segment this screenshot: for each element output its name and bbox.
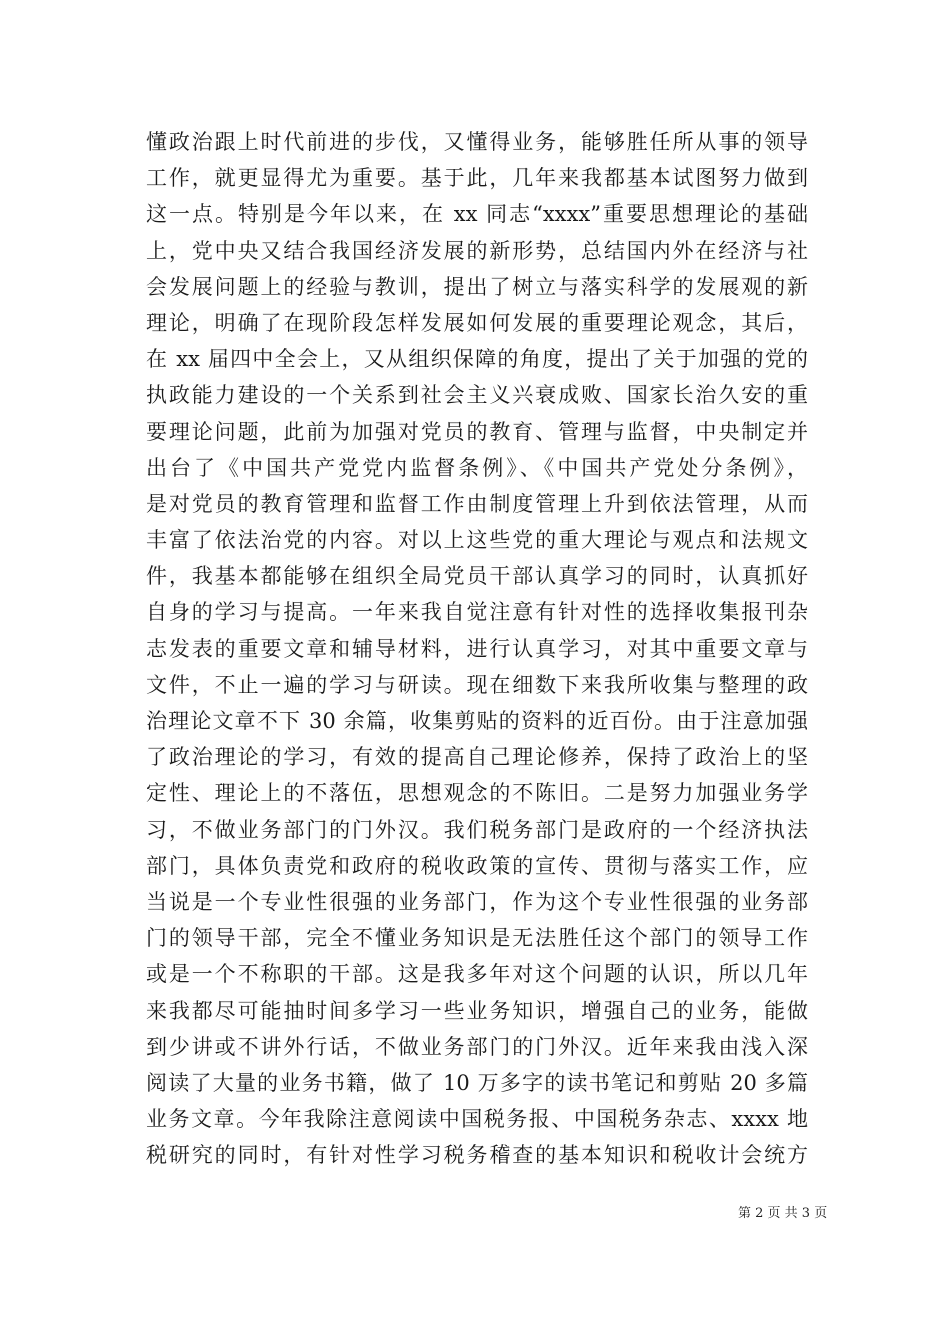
text-line: 在 xx 届四中全会上，又从组织保障的角度，提出了关于加强的党的 (146, 347, 808, 372)
text-line: 了政治理论的学习，有效的提高自己理论修养，保持了政治上的坚 (146, 745, 808, 770)
text-line: 部门，具体负责党和政府的税收政策的宣传、贯彻与落实工作，应 (146, 853, 808, 878)
text-line: 工作，就更显得尤为重要。基于此，几年来我都基本试图努力做到 (146, 166, 808, 191)
page-number: 第 2 页 共 3 页 (738, 1206, 828, 1221)
text-line: 当说是一个专业性很强的业务部门，作为这个专业性很强的业务部 (146, 889, 808, 914)
text-line: 丰富了依法治党的内容。对以上这些党的重大理论与观点和法规文 (146, 528, 808, 553)
text-line: 自身的学习与提高。一年来我自觉注意有针对性的选择收集报刊杂 (146, 600, 808, 625)
text-line: 定性、理论上的不落伍，思想观念的不陈旧。二是努力加强业务学 (146, 781, 808, 806)
text-line: 文件，不止一遍的学习与研读。现在细数下来我所收集与整理的政 (146, 672, 808, 697)
text-line: 来我都尽可能抽时间多学习一些业务知识，增强自己的业务，能做 (146, 998, 808, 1023)
text-line: 习，不做业务部门的门外汉。我们税务部门是政府的一个经济执法 (146, 817, 808, 842)
text-line: 税研究的同时，有针对性学习税务稽查的基本知识和税收计会统方 (146, 1143, 808, 1168)
body-text (146, 124, 808, 1173)
text-line: 出台了《中国共产党党内监督条例》、《中国共产党处分条例》， (146, 455, 808, 480)
text-line: 是对党员的教育管理和监督工作由制度管理上升到依法管理，从而 (146, 491, 808, 516)
text-line: 到少讲或不讲外行话，不做业务部门的门外汉。近年来我由浅入深 (146, 1034, 808, 1059)
text-line: 件，我基本都能够在组织全局党员干部认真学习的同时，认真抓好 (146, 564, 808, 589)
text-line: 会发展问题上的经验与教训，提出了树立与落实科学的发展观的新 (146, 274, 808, 299)
text-line: 门的领导干部，完全不懂业务知识是无法胜任这个部门的领导工作 (146, 926, 808, 951)
text-line: 或是一个不称职的干部。这是我多年对这个问题的认识，所以几年 (146, 962, 808, 987)
text-line: 业务文章。今年我除注意阅读中国税务报、中国税务杂志、xxxx 地 (146, 1107, 808, 1132)
text-line: 阅读了大量的业务书籍，做了 10 万多字的读书笔记和剪贴 20 多篇 (146, 1070, 808, 1095)
text-line: 上，党中央又结合我国经济发展的新形势，总结国内外在经济与社 (146, 238, 808, 263)
text-line: 懂政治跟上时代前进的步伐，又懂得业务，能够胜任所从事的领导 (146, 130, 808, 154)
text-line: 理论，明确了在现阶段怎样发展如何发展的重要理论观念，其后， (146, 310, 808, 335)
text-line: 治理论文章不下 30 余篇，收集剪贴的资料的近百份。由于注意加强 (146, 709, 808, 733)
text-line: 志发表的重要文章和辅导材料，进行认真学习，对其中重要文章与 (146, 636, 808, 661)
text-line: 这一点。特别是今年以来，在 xx 同志“xxxx”重要思想理论的基础 (146, 202, 808, 227)
text-line: 要理论问题，此前为加强对党员的教育、管理与监督，中央制定并 (146, 419, 808, 444)
text-line: 执政能力建设的一个关系到社会主义兴衰成败、国家长治久安的重 (146, 383, 808, 408)
